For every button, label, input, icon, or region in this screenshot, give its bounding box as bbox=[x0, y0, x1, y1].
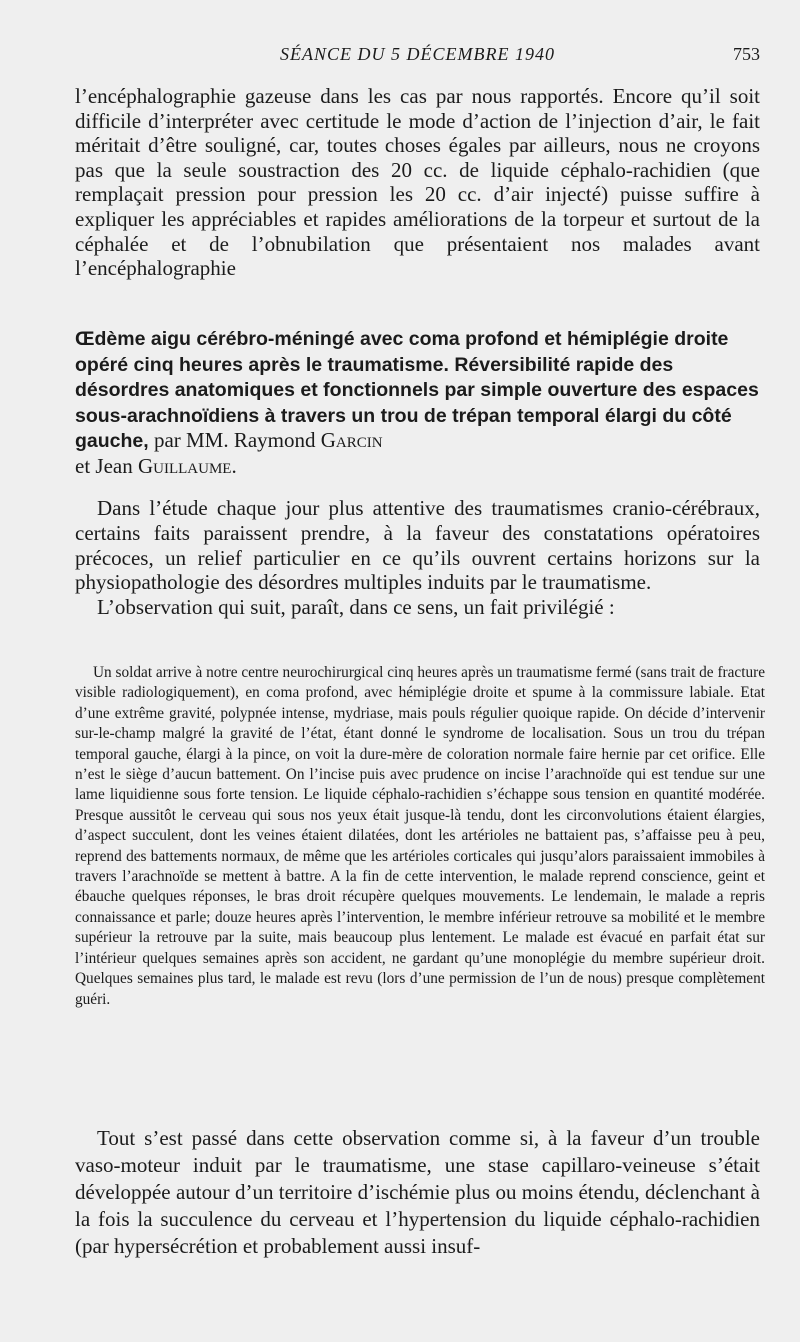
author-garcin: Garcin bbox=[320, 428, 383, 453]
intro-paragraph: L’observation qui suit, paraît, dans ce sens, un fait privilégié : bbox=[97, 595, 615, 620]
discussion-section bbox=[75, 1125, 760, 1260]
title-and: et Jean bbox=[75, 453, 138, 478]
intro-paragraph: Dans l’étude chaque jour plus attentive des traumatismes cranio-cérébraux, certains faits paraissent prendre, à la faveur des constatations opératoires précoces, un relief particulier en ce qu’ils ouvrent certains horizons sur la physiopathologie des désordres multiples induits par le traumatisme. bbox=[75, 496, 760, 595]
author-guillaume: Guillaume bbox=[137, 453, 232, 478]
running-head: SÉANCE DU 5 DÉCEMBRE 1940 bbox=[280, 44, 555, 64]
title-end: . bbox=[231, 453, 237, 478]
observation-case bbox=[75, 663, 765, 1010]
article-title bbox=[75, 326, 765, 479]
observation-text: Un soldat arrive à notre centre neurochirurgical cinq heures après un traumatisme fermé (sans trait de fracture visible radiologiquement), en coma profond, avec hémiplégie droite et spume à la commissure labiale. Etat d’une extrême gravité, polypnée intense, mydriase, mais pouls régulier quoique rapide. On décide d’intervenir sur-le-champ malgré la gravité de l’état, étant donné le syndrome de localisation. Sous un trou du trépan temporal gauche, élargi à la pince, on voit la dure-mère de coloration normale faire hernie par cet orifice. Elle n’est le siège d’aucun battement. On l’incise puis avec prudence on incise l’arachnoïde qui est tendue sur une lame liquidienne sous forte tension. Le liquide céphalo-rachidien s’échappe sous tension en quantité modérée. Presque aussitôt le cerveau qui sous nos yeux était jusque-là tendu, dont les circonvolutions étaient élargies, d’aspect succulent, dont les veines étaient dilatées, dont les artérioles ne battaient pas, s’affaisse peu à peu, reprend des battements normaux, de même que les artérioles corticales qui jusqu’alors paraissaient immobiles à travers l’arachnoïde se mettent à battre. A la fin de cette intervention, le malade reprend conscience, geint et ébauche quelques réponses, le bras droit récupère quelques mouvements. Le lendemain, le malade a repris connaissance et parle; douze heures après l’intervention, le membre inférieur retrouve sa mobilité et le membre supérieur la retrouve par la suite, mais beaucoup plus lentement. Le malade est évacué en parfait état sur l’intérieur quelques semaines après son accident, ne gardant qu’une monoplégie du membre supérieur droit. Quelques semaines plus tard, le malade est revu (lors d’une permission de l’un de nous) presque complètement guéri. bbox=[75, 664, 765, 1008]
page-number: 753 bbox=[733, 44, 760, 64]
page-header bbox=[75, 44, 760, 74]
title-bold: Œdème aigu cérébro-méningé avec coma profond et hémiplégie droite opéré cinq heures après le traumatisme. Réversibilité rapide des désordres anatomiques et fonctionnels par simple ouverture des espaces sous-arachnoïdiens à travers un trou de trépan temporal élargi du côté gauche, bbox=[75, 328, 759, 453]
discussion-paragraph: Tout s’est passé dans cette observation comme si, à la faveur d’un trouble vaso-moteur induit par le traumatisme, une stase capillaro-veineuse s’était développée autour d’un territoire d’ischémie plus ou moins étendu, déclenchant à la fois la succulence du cerveau et l’hypertension du liquide céphalo-rachidien (par hypersécrétion et probablement aussi insuf- bbox=[75, 1126, 760, 1258]
title-by: par MM. Raymond bbox=[148, 428, 321, 453]
paragraph-continuation: l’encéphalographie gazeuse dans les cas par nous rapportés. Encore qu’il soit difficile d’interpréter avec certitude le mode d’action de l’injection d’air, le fait méritait d’être souligné, car, toutes choses égales par ailleurs, nous ne croyons pas que la seule soustraction des 20 cc. de liquide céphalo-rachidien (que remplaçait pression pour pression les 20 cc. d’air injecté) puisse suffire à expliquer les appréciables et rapides améliorations de la torpeur et surtout de la céphalée et de l’obnubilation que présentaient nos malades avant l’encéphalographie bbox=[75, 84, 760, 281]
intro-section bbox=[75, 496, 760, 620]
